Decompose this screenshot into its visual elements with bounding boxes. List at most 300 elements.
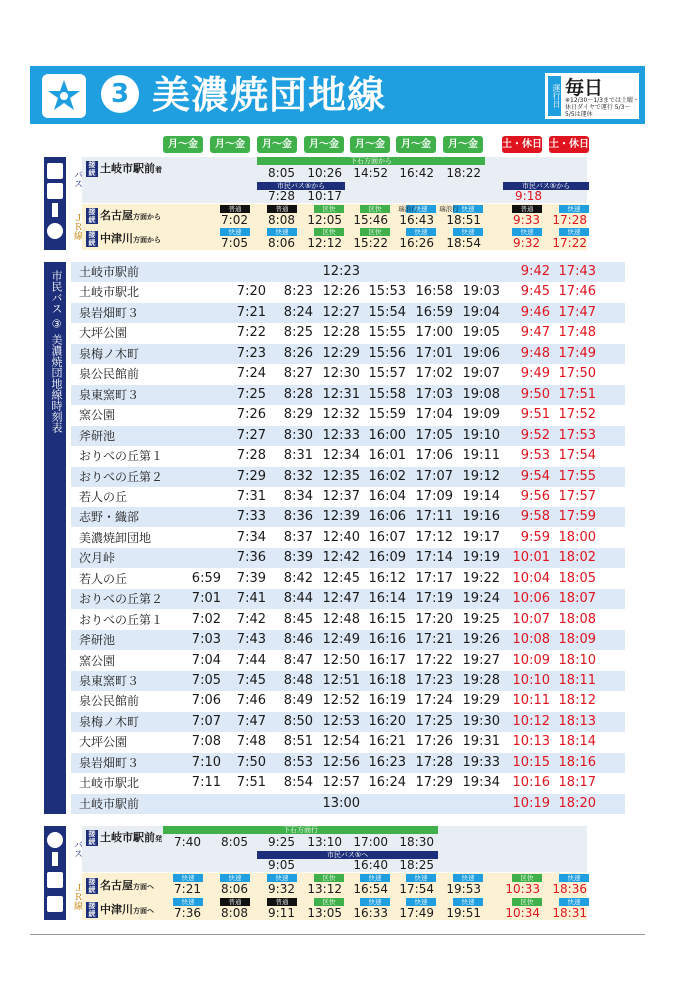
time-cell: 12:47 <box>322 591 360 607</box>
time-cell: 7:50 <box>236 754 266 770</box>
time-cell: 17:47 <box>558 304 596 320</box>
header-banner <box>30 66 645 124</box>
time-cell: 7:33 <box>236 509 266 525</box>
time-cell: 17:23 <box>415 673 453 688</box>
time-cell: 8:49 <box>283 693 313 709</box>
time-cell: 17:49 <box>558 345 596 361</box>
time-cell: 16:19 <box>368 693 406 709</box>
stop-name: 土岐市駅前 <box>79 265 140 279</box>
time-cell: 7:36 <box>174 906 201 920</box>
time-cell: 12:34 <box>322 448 360 464</box>
time-cell: 7:01 <box>191 591 221 607</box>
table-row <box>71 610 625 630</box>
time-cell: 7:03 <box>191 632 221 648</box>
conn-name: 中津川 <box>100 232 133 245</box>
time-cell: 16:07 <box>368 529 406 545</box>
time-cell: 19:27 <box>462 652 500 668</box>
time-cell: 16:17 <box>368 652 406 668</box>
time-cell: 18:07 <box>558 591 596 607</box>
time-cell: 12:33 <box>322 427 360 443</box>
top-connection-nagoya <box>86 207 161 224</box>
train-type-tag: 普通 <box>512 205 542 213</box>
time-cell: 15:53 <box>368 284 406 300</box>
train-type-tag: 快速 <box>360 874 390 882</box>
bottom-side-bar <box>44 826 66 920</box>
time-cell: 19:51 <box>446 906 481 920</box>
conn-name: 名古屋 <box>100 879 133 892</box>
table-row <box>71 487 625 507</box>
time-cell: 12:42 <box>322 550 360 566</box>
time-cell: 8:37 <box>283 529 313 545</box>
train-type-tag: 快速 <box>267 874 297 882</box>
table-row <box>71 426 625 446</box>
train-type-tag: 快速 <box>267 228 297 236</box>
train-type-tag: 快速 <box>173 898 203 906</box>
time-cell: 19:26 <box>462 632 500 648</box>
time-cell: 12:57 <box>322 775 360 791</box>
time-cell: 12:40 <box>322 529 360 545</box>
time-cell: 12:50 <box>322 652 360 668</box>
time-cell: 10:10 <box>512 673 550 688</box>
star-icon <box>47 832 63 848</box>
time-cell: 12:35 <box>322 468 360 484</box>
stop-name: 美濃焼卸団地 <box>79 530 152 545</box>
train-type-tag: 快速 <box>406 228 436 236</box>
time-cell: 7:36 <box>236 550 266 566</box>
time-cell: 7:41 <box>236 591 266 607</box>
time-cell: 8:34 <box>283 488 313 504</box>
stop-name: おりべの丘第２ <box>79 469 164 484</box>
time-cell: 9:32 <box>513 236 540 250</box>
conn-suffix: 方面から <box>133 213 161 221</box>
time-cell: 16:04 <box>368 488 406 504</box>
bottom-connection-nagoya <box>86 877 154 894</box>
table-row <box>71 507 625 527</box>
stop-name: おりべの丘第１ <box>79 612 164 627</box>
time-cell: 19:09 <box>462 407 500 423</box>
time-cell: 17:25 <box>415 713 453 729</box>
time-cell: 17:14 <box>415 550 453 566</box>
time-cell: 8:06 <box>268 236 295 250</box>
time-cell: 17:02 <box>415 366 453 382</box>
time-cell: 9:50 <box>520 386 550 402</box>
time-cell: 16:43 <box>399 213 434 227</box>
top-toward-bar: 下石方面から <box>257 157 485 165</box>
time-cell: 7:45 <box>236 673 266 688</box>
conn-tag: 接続 <box>86 231 98 247</box>
time-cell: 7:43 <box>236 632 266 648</box>
time-cell: 9:52 <box>520 427 550 443</box>
time-cell: 7:28 <box>268 189 295 203</box>
table-row <box>71 262 625 282</box>
time-cell: 13:00 <box>322 795 360 811</box>
page-title: 美濃焼団地線 <box>152 73 387 117</box>
stop-name: 斧研池 <box>79 428 116 443</box>
time-cell: 9:51 <box>520 407 550 423</box>
time-cell: 16:02 <box>368 468 406 484</box>
time-cell: 12:27 <box>322 304 360 320</box>
stop-name: 斧研池 <box>79 633 116 648</box>
table-row <box>71 732 625 752</box>
time-cell: 7:39 <box>236 570 266 586</box>
time-cell: 7:40 <box>174 835 201 849</box>
time-cell: 19:28 <box>462 673 500 688</box>
arrow-down-icon <box>52 203 58 217</box>
top-side-jr-label: ＪＲ線 <box>72 212 82 240</box>
time-cell: 10:17 <box>307 189 342 203</box>
train-type-tag: 区快 <box>314 874 344 882</box>
stop-name: おりべの丘第１ <box>79 449 164 464</box>
table-row <box>71 773 625 793</box>
time-cell: 16:58 <box>415 284 453 300</box>
table-row <box>71 323 625 343</box>
time-cell: 7:25 <box>236 386 266 402</box>
stop-name: 泉梅ノ木町 <box>79 346 140 361</box>
time-cell: 7:05 <box>191 673 221 688</box>
time-cell: 16:06 <box>368 509 406 525</box>
time-cell: 8:46 <box>283 632 313 648</box>
table-row <box>71 671 625 691</box>
time-cell: 18:12 <box>558 693 596 709</box>
time-cell: 17:22 <box>415 652 453 668</box>
time-cell: 16:16 <box>368 632 406 648</box>
stop-name: 窯公園 <box>79 408 116 423</box>
time-cell: 12:51 <box>322 673 360 688</box>
time-cell: 8:44 <box>283 591 313 607</box>
time-cell: 17:01 <box>415 345 453 361</box>
time-cell: 8:31 <box>283 448 313 464</box>
time-cell: 12:12 <box>307 236 342 250</box>
arrow-down-icon <box>52 852 58 866</box>
stop-name: 若人の丘 <box>79 571 128 586</box>
time-cell: 9:33 <box>513 213 540 227</box>
table-row <box>71 712 625 732</box>
time-cell: 13:05 <box>307 906 342 920</box>
time-cell: 17:19 <box>415 591 453 607</box>
time-cell-weekend: 9:18 <box>515 189 542 203</box>
time-cell: 17:55 <box>558 468 596 484</box>
time-cell: 9:49 <box>520 366 550 382</box>
time-cell: 17:52 <box>558 407 596 423</box>
time-cell: 9:45 <box>520 284 550 300</box>
time-cell: 17:43 <box>558 264 596 279</box>
time-cell: 17:29 <box>415 775 453 791</box>
time-cell: 6:59 <box>191 570 221 586</box>
time-cell: 7:29 <box>236 468 266 484</box>
time-cell: 18:30 <box>399 835 434 849</box>
conn-suffix: 方面へ <box>133 883 154 891</box>
time-cell: 9:32 <box>268 882 295 896</box>
top-city-bar-weekend: 市民バス⑤から <box>503 182 589 190</box>
time-cell: 7:21 <box>174 882 201 896</box>
time-cell: 17:06 <box>415 448 453 464</box>
stop-name: 泉公民館前 <box>79 367 140 382</box>
time-cell: 17:22 <box>552 236 587 250</box>
time-cell: 9:47 <box>520 325 550 341</box>
conn-suffix: 方面へ <box>133 907 154 915</box>
route-number: 3 <box>101 75 139 113</box>
time-cell: 8:23 <box>283 284 313 300</box>
stop-name: 若人の丘 <box>79 489 128 504</box>
train-type-tag: 快速 <box>453 228 483 236</box>
time-cell: 7:22 <box>236 325 266 341</box>
train-type-tag: 普通 <box>220 205 250 213</box>
time-cell: 19:31 <box>462 734 500 750</box>
time-cell: 18:54 <box>446 236 481 250</box>
time-cell: 7:51 <box>236 775 266 791</box>
day-header: 土・休日 <box>549 136 589 153</box>
time-cell: 15:22 <box>353 236 388 250</box>
time-cell: 7:46 <box>236 693 266 709</box>
time-cell: 7:26 <box>236 407 266 423</box>
stop-name: 泉東窯町３ <box>79 387 140 402</box>
time-cell: 8:45 <box>283 611 313 627</box>
bottom-toward-bar: 下石方面行 <box>163 826 438 834</box>
time-cell: 7:44 <box>236 652 266 668</box>
time-cell: 19:08 <box>462 386 500 402</box>
time-cell: 19:10 <box>462 427 500 443</box>
time-cell: 7:48 <box>236 734 266 750</box>
time-cell: 12:26 <box>322 284 360 300</box>
train-type-tag: 快速 <box>559 874 589 882</box>
time-cell: 12:39 <box>322 509 360 525</box>
time-cell: 16:23 <box>368 754 406 770</box>
train-type-tag: 快速 <box>559 205 589 213</box>
time-cell: 17:12 <box>415 529 453 545</box>
day-header: 月〜金 <box>257 136 297 153</box>
time-cell: 19:22 <box>462 570 500 586</box>
time-cell: 18:51 <box>446 213 481 227</box>
time-cell: 16:20 <box>368 713 406 729</box>
top-connection-nakatsugawa <box>86 230 161 247</box>
time-cell: 19:05 <box>462 325 500 341</box>
time-cell: 8:28 <box>283 386 313 402</box>
train-type-tag: 区快 <box>360 205 390 213</box>
time-cell: 12:31 <box>322 386 360 402</box>
train-note: 瑞浪行 <box>398 205 418 213</box>
time-cell: 12:30 <box>322 366 360 382</box>
time-cell: 19:12 <box>462 468 500 484</box>
time-cell: 9:58 <box>520 509 550 525</box>
conn-name: 中津川 <box>100 903 133 916</box>
time-cell: 17:20 <box>415 611 453 627</box>
train-type-tag: 快速 <box>512 228 542 236</box>
time-cell: 7:20 <box>236 284 266 300</box>
train-type-tag: 快速 <box>406 898 436 906</box>
time-cell: 8:05 <box>221 835 248 849</box>
bottom-divider <box>30 934 645 935</box>
time-cell: 19:04 <box>462 304 500 320</box>
time-cell: 12:28 <box>322 325 360 341</box>
time-cell: 19:07 <box>462 366 500 382</box>
time-cell: 12:29 <box>322 345 360 361</box>
time-cell: 15:59 <box>368 407 406 423</box>
time-cell: 9:42 <box>520 264 550 279</box>
time-cell: 12:56 <box>322 754 360 770</box>
time-cell: 12:37 <box>322 488 360 504</box>
train-type-tag: 区快 <box>314 205 344 213</box>
time-cell: 9:05 <box>268 858 295 872</box>
time-cell: 10:11 <box>512 693 550 709</box>
time-cell: 7:02 <box>221 213 248 227</box>
train-type-tag: 普通 <box>267 898 297 906</box>
train-type-tag: 普通 <box>220 898 250 906</box>
time-cell: 10:13 <box>512 734 550 750</box>
time-cell: 7:10 <box>191 754 221 770</box>
train-type-tag: 区快 <box>314 228 344 236</box>
day-header: 月〜金 <box>304 136 344 153</box>
time-cell: 18:25 <box>399 858 434 872</box>
time-cell: 17:28 <box>552 213 587 227</box>
time-cell: 16:15 <box>368 611 406 627</box>
time-cell: 17:54 <box>558 448 596 464</box>
day-header: 月〜金 <box>350 136 390 153</box>
time-cell: 19:03 <box>462 284 500 300</box>
star-icon <box>47 223 63 239</box>
time-cell: 18:09 <box>558 632 596 648</box>
time-cell: 16:14 <box>368 591 406 607</box>
time-cell: 16:18 <box>368 673 406 688</box>
time-cell: 8:08 <box>268 213 295 227</box>
stop-name: 泉岩畑町３ <box>79 755 140 770</box>
op-note: ※12/30〜1/3までは土曜・休日ダイヤで運行 5/3〜5/5は運休 <box>565 97 639 118</box>
table-row <box>71 548 625 568</box>
time-cell: 12:45 <box>322 570 360 586</box>
time-cell: 7:24 <box>236 366 266 382</box>
op-label: 運行日 <box>548 76 561 116</box>
table-row <box>71 364 625 384</box>
time-cell: 17:51 <box>558 386 596 402</box>
table-row <box>71 282 625 302</box>
stop-name: 土岐市駅北 <box>79 285 140 300</box>
time-cell: 19:11 <box>462 448 500 464</box>
conn-tag: 接続 <box>86 161 98 177</box>
time-cell: 16:12 <box>368 570 406 586</box>
train-icon <box>47 896 63 912</box>
time-cell: 15:54 <box>368 304 406 320</box>
time-cell: 8:26 <box>283 345 313 361</box>
op-days: 毎日 <box>565 77 604 99</box>
train-type-tag: 快速 <box>453 205 483 213</box>
train-type-tag: 快速 <box>406 205 436 213</box>
time-cell: 10:01 <box>512 550 550 566</box>
time-cell: 16:26 <box>399 236 434 250</box>
time-cell: 18:17 <box>558 775 596 791</box>
day-header: 月〜金 <box>210 136 250 153</box>
time-cell: 17:57 <box>558 488 596 504</box>
route-star-icon <box>42 74 86 118</box>
time-cell: 8:47 <box>283 652 313 668</box>
time-cell: 16:54 <box>353 882 388 896</box>
time-cell: 10:33 <box>505 882 540 896</box>
time-cell: 8:53 <box>283 754 313 770</box>
time-cell: 17:09 <box>415 488 453 504</box>
time-cell: 17:05 <box>415 427 453 443</box>
time-cell: 12:53 <box>322 713 360 729</box>
time-cell: 8:24 <box>283 304 313 320</box>
day-header: 月〜金 <box>396 136 436 153</box>
time-cell: 18:00 <box>558 529 596 545</box>
conn-name: 土岐市駅前 <box>100 831 155 844</box>
time-cell: 17:28 <box>415 754 453 770</box>
time-cell: 18:31 <box>552 906 587 920</box>
time-cell: 12:48 <box>322 611 360 627</box>
time-cell: 8:50 <box>283 713 313 729</box>
time-cell: 8:39 <box>283 550 313 566</box>
time-cell: 18:02 <box>558 550 596 566</box>
time-cell: 9:11 <box>268 906 295 920</box>
time-cell: 16:33 <box>353 906 388 920</box>
time-cell: 7:27 <box>236 427 266 443</box>
time-cell: 12:05 <box>307 213 342 227</box>
stop-name: 土岐市駅北 <box>79 776 140 791</box>
time-cell: 18:20 <box>558 795 596 811</box>
table-row <box>71 385 625 405</box>
time-cell: 19:24 <box>462 591 500 607</box>
time-cell: 19:34 <box>462 775 500 791</box>
day-header: 月〜金 <box>163 136 203 153</box>
time-cell: 10:08 <box>512 632 550 648</box>
time-cell: 7:04 <box>191 652 221 668</box>
table-row <box>71 303 625 323</box>
time-cell: 16:00 <box>368 427 406 443</box>
conn-suffix: 発 <box>155 835 162 843</box>
main-side-bar <box>44 262 66 814</box>
time-cell: 18:14 <box>558 734 596 750</box>
time-cell: 10:09 <box>512 652 550 668</box>
train-type-tag: 快速 <box>360 898 390 906</box>
train-type-tag: 区快 <box>314 898 344 906</box>
time-cell: 8:06 <box>221 882 248 896</box>
table-row <box>71 405 625 425</box>
time-cell: 17:46 <box>558 284 596 300</box>
time-cell: 18:22 <box>446 166 481 180</box>
time-cell: 16:40 <box>353 858 388 872</box>
time-cell: 10:26 <box>307 166 342 180</box>
time-cell: 7:02 <box>191 611 221 627</box>
train-type-tag: 普通 <box>267 205 297 213</box>
time-cell: 18:10 <box>558 652 596 668</box>
bus-icon <box>47 872 63 888</box>
table-row <box>71 569 625 589</box>
time-cell: 10:16 <box>512 775 550 791</box>
time-cell: 16:42 <box>399 166 434 180</box>
time-cell: 17:21 <box>415 632 453 648</box>
train-type-tag: 快速 <box>453 898 483 906</box>
bottom-city-bar: 市民バス⑤へ <box>257 851 438 859</box>
conn-tag: 接続 <box>86 902 98 918</box>
time-cell: 14:52 <box>353 166 388 180</box>
time-cell: 13:12 <box>307 882 342 896</box>
time-cell: 8:08 <box>221 906 248 920</box>
time-cell: 10:06 <box>512 591 550 607</box>
time-cell: 7:05 <box>221 236 248 250</box>
time-cell: 17:11 <box>415 509 453 525</box>
time-cell: 18:05 <box>558 570 596 586</box>
time-cell: 19:17 <box>462 529 500 545</box>
top-side-bus-label: バス <box>72 170 82 188</box>
table-row <box>71 446 625 466</box>
time-cell: 9:54 <box>520 468 550 484</box>
table-row <box>71 651 625 671</box>
time-cell: 12:23 <box>322 264 360 279</box>
time-cell: 10:15 <box>512 754 550 770</box>
time-cell: 7:31 <box>236 488 266 504</box>
time-cell: 17:04 <box>415 407 453 423</box>
train-type-tag: 快速 <box>220 228 250 236</box>
time-cell: 18:13 <box>558 713 596 729</box>
train-type-tag: 区快 <box>360 228 390 236</box>
